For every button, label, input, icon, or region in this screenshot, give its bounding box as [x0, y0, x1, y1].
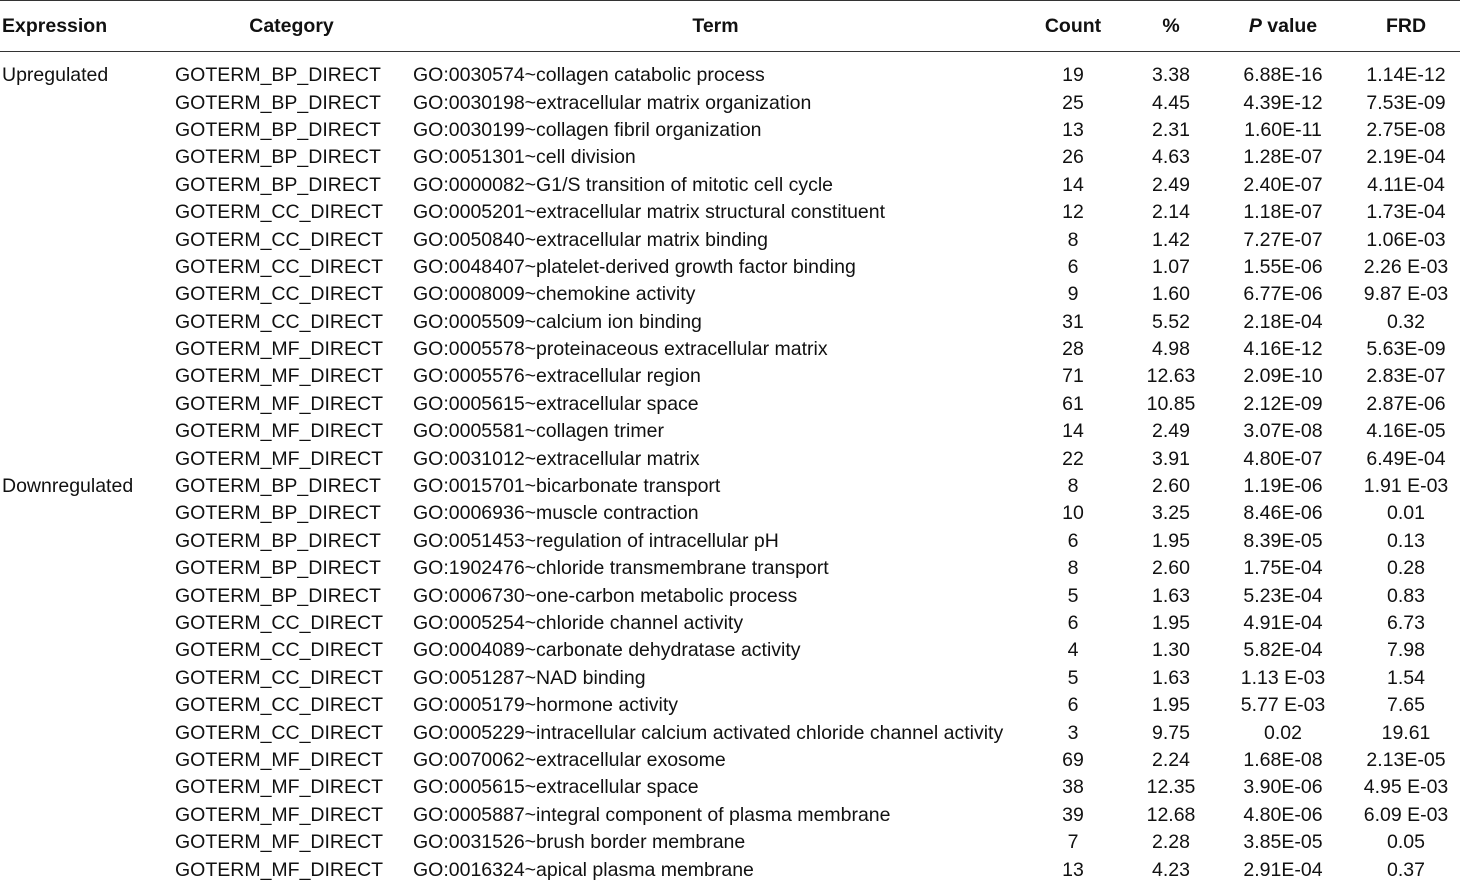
cell-category: GOTERM_BP_DIRECT: [175, 146, 381, 169]
cell-expression: [0, 856, 170, 883]
cell-expression: [0, 500, 170, 527]
cell-percent: 12.63: [1146, 365, 1196, 388]
cell-frd: 9.87 E-03: [1363, 283, 1449, 306]
cell-percent: 1.95: [1152, 694, 1190, 717]
header-term: Term: [692, 14, 739, 37]
cell-term: GO:0030574~collagen catabolic process: [413, 64, 765, 87]
table-row: [0, 363, 1460, 390]
cell-frd: 0.01: [1387, 502, 1425, 525]
cell-pvalue: 1.60E-11: [1244, 118, 1322, 141]
header-row: [0, 1, 1460, 52]
cell-frd: 0.37: [1387, 858, 1425, 881]
cell-term: GO:0005201~extracellular matrix structural constituent: [413, 201, 886, 224]
cell-count: 5: [1067, 584, 1079, 607]
cell-frd: 4.16E-05: [1366, 420, 1446, 443]
cell-term: GO:0031526~brush border membrane: [413, 831, 746, 854]
table-row: [0, 665, 1460, 692]
cell-count: 5: [1067, 666, 1079, 689]
cell-category: GOTERM_CC_DIRECT: [175, 201, 384, 224]
table-row: [0, 172, 1460, 199]
cell-term: GO:0005615~extracellular space: [413, 776, 699, 799]
cell-expression: [0, 445, 170, 472]
cell-term: GO:0008009~chemokine activity: [413, 283, 696, 306]
cell-pvalue: 3.90E-06: [1243, 776, 1323, 799]
cell-frd: 2.87E-06: [1366, 392, 1446, 415]
cell-count: 8: [1067, 557, 1079, 580]
table-row: [0, 500, 1460, 527]
cell-pvalue: 8.39E-05: [1243, 529, 1323, 552]
cell-frd: 0.05: [1387, 831, 1425, 854]
cell-category: GOTERM_BP_DIRECT: [175, 118, 381, 141]
header-frd: FRD: [1385, 14, 1427, 37]
cell-pvalue: 4.91E-04: [1243, 612, 1323, 634]
cell-expression: [0, 281, 170, 308]
table-row: [0, 637, 1460, 664]
cell-count: 8: [1067, 475, 1079, 498]
cell-category: GOTERM_CC_DIRECT: [175, 666, 384, 689]
cell-expression: [0, 226, 170, 253]
cell-count: 19: [1062, 64, 1084, 87]
cell-count: 13: [1062, 118, 1084, 141]
cell-percent: 10.85: [1146, 392, 1196, 415]
cell-count: 7: [1067, 831, 1079, 854]
cell-percent: 12.35: [1146, 776, 1196, 799]
cell-percent: 4.45: [1152, 91, 1190, 114]
cell-percent: 2.28: [1152, 831, 1190, 854]
cell-percent: 1.07: [1152, 255, 1190, 278]
cell-pvalue: 4.39E-12: [1243, 91, 1323, 114]
cell-pvalue: 0.02: [1264, 721, 1302, 744]
cell-count: 71: [1062, 365, 1084, 388]
cell-frd: 4.11E-04: [1367, 173, 1445, 196]
cell-expression: Upregulated: [2, 64, 109, 87]
cell-category: GOTERM_BP_DIRECT: [175, 475, 381, 498]
cell-term: GO:0005509~calcium ion binding: [413, 310, 702, 333]
cell-pvalue: 2.40E-07: [1243, 173, 1323, 196]
cell-pvalue: 5.23E-04: [1243, 584, 1323, 607]
cell-count: 13: [1062, 858, 1084, 881]
cell-frd: 7.65: [1387, 694, 1425, 717]
cell-expression: [0, 309, 170, 336]
table-row: [0, 802, 1460, 829]
cell-frd: 2.83E-07: [1366, 365, 1446, 388]
cell-category: GOTERM_MF_DIRECT: [175, 365, 384, 388]
cell-pvalue: 4.80E-06: [1243, 803, 1323, 826]
cell-term: GO:0006936~muscle contraction: [413, 502, 699, 525]
cell-percent: 2.60: [1152, 557, 1190, 580]
cell-pvalue: 2.18E-04: [1243, 310, 1323, 333]
table-row: [0, 336, 1460, 363]
cell-count: 22: [1062, 447, 1084, 470]
cell-category: GOTERM_BP_DIRECT: [175, 502, 381, 525]
cell-pvalue: 1.19E-06: [1243, 475, 1323, 498]
cell-term: GO:0005887~integral component of plasma membrane: [413, 803, 891, 826]
cell-expression: [0, 172, 170, 199]
table-row: [0, 281, 1460, 308]
header-expression: Expression: [2, 14, 108, 37]
table-row: [0, 692, 1460, 719]
cell-category: GOTERM_BP_DIRECT: [175, 584, 381, 607]
cell-frd: 1.73E-04: [1366, 201, 1446, 224]
table-body: [0, 52, 1460, 884]
cell-category: GOTERM_MF_DIRECT: [175, 776, 384, 799]
cell-pvalue: 6.77E-06: [1243, 283, 1323, 306]
cell-frd: 0.28: [1387, 557, 1425, 580]
cell-frd: 1.14E-12: [1366, 64, 1446, 87]
cell-term: GO:0005581~collagen trimer: [413, 420, 664, 443]
cell-frd: 6.09 E-03: [1363, 803, 1449, 826]
cell-count: 25: [1062, 91, 1084, 114]
cell-percent: 3.25: [1152, 502, 1190, 525]
cell-expression: [0, 254, 170, 281]
table-row: [0, 445, 1460, 472]
table-row: [0, 199, 1460, 226]
cell-pvalue: 1.18E-07: [1243, 201, 1323, 224]
cell-count: 6: [1067, 529, 1079, 552]
table-row: [0, 747, 1460, 774]
cell-frd: 2.19E-04: [1366, 146, 1446, 169]
cell-count: 3: [1067, 721, 1079, 744]
cell-pvalue: 1.28E-07: [1243, 146, 1323, 169]
table-row: [0, 309, 1460, 336]
cell-count: 31: [1062, 310, 1084, 333]
table-row: [0, 226, 1460, 253]
cell-expression: [0, 774, 170, 801]
cell-count: 61: [1062, 392, 1084, 415]
cell-expression: [0, 829, 170, 856]
cell-frd: 1.91 E-03: [1363, 475, 1449, 498]
cell-count: 69: [1062, 748, 1084, 771]
cell-term: GO:0006730~one-carbon metabolic process: [413, 584, 798, 607]
cell-term: GO:0004089~carbonate dehydratase activity: [413, 639, 801, 662]
cell-term: GO:0005254~chloride channel activity: [413, 612, 744, 634]
cell-percent: 4.23: [1152, 858, 1190, 881]
table-row: [0, 528, 1460, 555]
cell-pvalue: 5.77 E-03: [1240, 694, 1326, 717]
cell-percent: 9.75: [1152, 721, 1190, 744]
cell-expression: [0, 637, 170, 664]
cell-pvalue: 3.07E-08: [1243, 420, 1323, 443]
header-pvalue: [1214, 1, 1352, 52]
cell-pvalue: 1.75E-04: [1243, 557, 1323, 580]
cell-percent: 2.49: [1152, 420, 1190, 443]
cell-term: GO:0005229~intracellular calcium activated chloride channel activity: [413, 721, 1004, 744]
table-row: [0, 774, 1460, 801]
cell-expression: [0, 719, 170, 746]
cell-term: GO:0005615~extracellular space: [413, 392, 699, 415]
cell-percent: 1.60: [1152, 283, 1190, 306]
cell-frd: 6.49E-04: [1366, 447, 1446, 470]
cell-count: 4: [1067, 639, 1079, 662]
cell-pvalue: 1.68E-08: [1243, 748, 1323, 771]
cell-frd: 6.73: [1387, 612, 1425, 634]
cell-term: GO:0070062~extracellular exosome: [413, 748, 726, 771]
cell-term: GO:1902476~chloride transmembrane transport: [413, 557, 829, 580]
cell-frd: 7.98: [1387, 639, 1425, 662]
cell-category: GOTERM_BP_DIRECT: [175, 64, 381, 87]
cell-frd: 2.13E-05: [1366, 748, 1446, 771]
table-row: [0, 144, 1460, 171]
cell-term: GO:0051287~NAD binding: [413, 666, 646, 689]
cell-pvalue: 5.82E-04: [1243, 639, 1323, 662]
cell-percent: 12.68: [1146, 803, 1196, 826]
cell-count: 6: [1067, 612, 1079, 634]
cell-category: GOTERM_CC_DIRECT: [175, 255, 384, 278]
cell-expression: Downregulated: [2, 475, 134, 498]
table-row: [0, 117, 1460, 144]
cell-term: GO:0005578~proteinaceous extracellular matrix: [413, 338, 828, 361]
cell-count: 6: [1067, 255, 1079, 278]
cell-count: 12: [1062, 201, 1084, 224]
cell-term: GO:0030198~extracellular matrix organization: [413, 91, 812, 114]
cell-expression: [0, 610, 170, 637]
cell-category: GOTERM_MF_DIRECT: [175, 748, 384, 771]
cell-percent: 3.91: [1152, 447, 1190, 470]
cell-expression: [0, 418, 170, 445]
cell-expression: [0, 555, 170, 582]
header-pvalue-p: P: [1248, 14, 1262, 37]
cell-expression: [0, 144, 170, 171]
cell-frd: 1.06E-03: [1366, 228, 1446, 251]
cell-count: 26: [1062, 146, 1084, 169]
cell-term: GO:0051301~cell division: [413, 146, 636, 169]
table-row: [0, 418, 1460, 445]
cell-percent: 1.63: [1152, 666, 1190, 689]
cell-count: 10: [1062, 502, 1084, 525]
cell-category: GOTERM_MF_DIRECT: [175, 447, 384, 470]
cell-expression: [0, 117, 170, 144]
cell-term: GO:0031012~extracellular matrix: [413, 447, 700, 470]
cell-category: GOTERM_CC_DIRECT: [175, 228, 384, 251]
cell-pvalue: 1.13 E-03: [1240, 666, 1326, 689]
cell-percent: 4.63: [1152, 146, 1190, 169]
header-pvalue-rest: value: [1261, 14, 1318, 37]
cell-frd: 1.54: [1387, 666, 1425, 689]
cell-pvalue: 2.12E-09: [1243, 392, 1323, 415]
cell-count: 14: [1062, 420, 1084, 443]
cell-percent: 2.60: [1152, 475, 1190, 498]
cell-pvalue: 2.09E-10: [1243, 365, 1323, 388]
cell-percent: 2.24: [1152, 748, 1190, 771]
table-header: [0, 1, 1460, 52]
table-row: [0, 391, 1460, 418]
cell-category: GOTERM_CC_DIRECT: [175, 721, 384, 744]
table-row: [0, 89, 1460, 116]
cell-percent: 4.98: [1152, 338, 1190, 361]
cell-category: GOTERM_BP_DIRECT: [175, 91, 381, 114]
cell-expression: [0, 802, 170, 829]
table-row: [0, 719, 1460, 746]
cell-expression: [0, 747, 170, 774]
cell-term: GO:0016324~apical plasma membrane: [413, 858, 754, 881]
cell-term: GO:0051453~regulation of intracellular pH: [413, 529, 779, 552]
cell-category: GOTERM_CC_DIRECT: [175, 612, 384, 634]
cell-pvalue: 7.27E-07: [1243, 228, 1323, 251]
cell-pvalue: 6.88E-16: [1243, 64, 1323, 87]
cell-category: GOTERM_CC_DIRECT: [175, 310, 384, 333]
cell-count: 9: [1067, 283, 1079, 306]
cell-category: GOTERM_BP_DIRECT: [175, 529, 381, 552]
cell-count: 8: [1067, 228, 1079, 251]
cell-percent: 2.31: [1152, 118, 1190, 141]
table-row: [0, 555, 1460, 582]
cell-percent: 3.38: [1152, 64, 1190, 87]
cell-category: GOTERM_CC_DIRECT: [175, 283, 384, 306]
cell-frd: 4.95 E-03: [1363, 776, 1449, 799]
cell-frd: 19.61: [1381, 721, 1431, 744]
cell-frd: 0.13: [1387, 529, 1425, 552]
cell-category: GOTERM_CC_DIRECT: [175, 694, 384, 717]
cell-expression: [0, 665, 170, 692]
cell-term: GO:0005179~hormone activity: [413, 694, 679, 717]
header-category: Category: [249, 14, 334, 37]
cell-expression: [0, 692, 170, 719]
cell-percent: 2.14: [1152, 201, 1190, 224]
cell-expression: [0, 89, 170, 116]
cell-frd: 0.32: [1387, 310, 1425, 333]
cell-category: GOTERM_MF_DIRECT: [175, 392, 384, 415]
cell-percent: 1.63: [1152, 584, 1190, 607]
table-row: [0, 610, 1460, 637]
cell-percent: 1.95: [1152, 529, 1190, 552]
cell-count: 38: [1062, 776, 1084, 799]
table-row: [0, 52, 1460, 90]
cell-frd: 2.26 E-03: [1363, 255, 1449, 278]
cell-count: 6: [1067, 694, 1079, 717]
cell-pvalue: 4.16E-12: [1243, 338, 1323, 361]
cell-frd: 0.83: [1387, 584, 1425, 607]
cell-pvalue: 2.91E-04: [1243, 858, 1323, 881]
cell-pvalue: 1.55E-06: [1243, 255, 1323, 278]
cell-frd: 2.75E-08: [1366, 118, 1446, 141]
cell-pvalue: 3.85E-05: [1243, 831, 1323, 854]
header-percent: %: [1162, 14, 1180, 37]
cell-category: GOTERM_BP_DIRECT: [175, 173, 381, 196]
table-row: [0, 829, 1460, 856]
cell-category: GOTERM_CC_DIRECT: [175, 639, 384, 662]
cell-category: GOTERM_MF_DIRECT: [175, 338, 384, 361]
cell-category: GOTERM_MF_DIRECT: [175, 858, 384, 881]
cell-count: 14: [1062, 173, 1084, 196]
cell-expression: [0, 391, 170, 418]
cell-term: GO:0048407~platelet-derived growth factor binding: [413, 255, 856, 278]
cell-percent: 2.49: [1152, 173, 1190, 196]
cell-term: GO:0015701~bicarbonate transport: [413, 475, 721, 498]
cell-expression: [0, 528, 170, 555]
cell-frd: 7.53E-09: [1366, 91, 1446, 114]
cell-count: 28: [1062, 338, 1084, 361]
cell-percent: 1.42: [1152, 228, 1190, 251]
cell-term: GO:0000082~G1/S transition of mitotic cell cycle: [413, 173, 833, 196]
table-row: [0, 254, 1460, 281]
cell-count: 39: [1062, 803, 1084, 826]
cell-expression: [0, 199, 170, 226]
cell-term: GO:0005576~extracellular region: [413, 365, 701, 388]
cell-category: GOTERM_MF_DIRECT: [175, 831, 384, 854]
cell-term: GO:0050840~extracellular matrix binding: [413, 228, 768, 251]
cell-expression: [0, 363, 170, 390]
table-row: [0, 582, 1460, 609]
cell-pvalue: 8.46E-06: [1243, 502, 1323, 525]
cell-category: GOTERM_MF_DIRECT: [175, 420, 384, 443]
cell-category: GOTERM_BP_DIRECT: [175, 557, 381, 580]
cell-category: GOTERM_MF_DIRECT: [175, 803, 384, 826]
cell-expression: [0, 582, 170, 609]
cell-frd: 5.63E-09: [1366, 338, 1446, 361]
cell-percent: 1.95: [1152, 612, 1190, 634]
table-row: [0, 473, 1460, 500]
cell-term: GO:0030199~collagen fibril organization: [413, 118, 762, 141]
cell-pvalue: 4.80E-07: [1243, 447, 1323, 470]
table-row: [0, 856, 1460, 883]
cell-percent: 1.30: [1152, 639, 1190, 662]
header-count: Count: [1044, 14, 1102, 37]
cell-expression: [0, 336, 170, 363]
cell-percent: 5.52: [1152, 310, 1190, 333]
